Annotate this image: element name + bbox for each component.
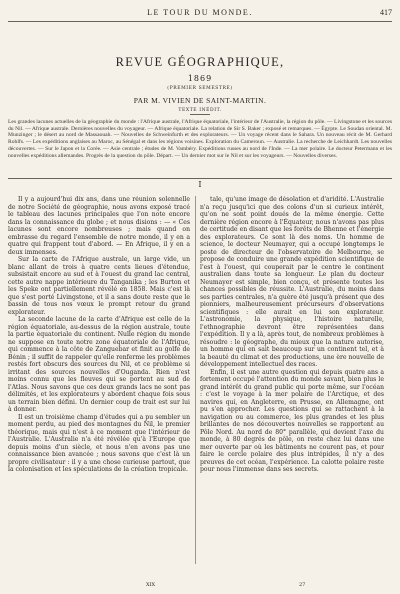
- paragraph: Sur la carte de l'Afrique australe, un large vide, un blanc allant de trois à quatre cents lieues d'étendue, subsistait encore au sud et à l'ouest du grand lac central, cette autre nappe intérieure du Tanganika ; les Burton et les Speke ont partiellement révélé en 1858. Mais c'est là que s'est porté Livingstone, et il a sans doute reste que le bassin de tous nos vœux le prompt retour du grand explorateur.: [8, 256, 190, 316]
- paragraph: Il est un troisième champ d'études qui a pu sembler un moment perdu, au pied des montagnes du Nil, le premier théorique, mais qui n'est à ce moment que l'intérieur de l'Australie. L'Australie n'a été révélée qu'à l'Europe que depuis moins d'un siècle, et nous n'en avons pas une connaissance bien avancée ; nous savons que c'est là un propre civilisateur : il y a une chose curieuse partout, que la colonisation et les spéculations de la création tropicale.: [8, 413, 190, 473]
- author-subtitle: TEXTE INÉDIT.: [178, 108, 222, 113]
- text-column-right: [200, 196, 384, 566]
- summary-rule: [8, 178, 392, 179]
- section-numeral: I: [198, 180, 202, 189]
- signature-mark: XIX: [146, 582, 156, 588]
- running-title: LE TOUR DU MONDE.: [147, 8, 253, 17]
- paragraph: Enfin, il est une autre question qui depuis quatre ans a fortement occupé l'attention du monde savant, bien plus le grand intérêt du grand public qui porte même, sur l'océan : c'est le voyage à la mer polaire de l'Arctique, et des navires qui, en Angleterre, en Prusse, en Allemagne, ont pu s'en approcher. Les questions qui se rattachent à la navigation ou au commerce, les plus grandes et les plus brillantes de nos découvertes nouvelles se rapportent au Pôle Nord. Au nord de 80° parallèle, qui devient l'axe du monde, à 80 degrés de pôle, on reste chez lui dans une mer ouverte par où les bâtiments ne courent pas, et pour faire le cercle polaire des plus intrépides, il n'y a des preuves de cet océan, l'expérience. La calotte polaire reste pour nous l'immense dans ses secrets.: [200, 368, 384, 473]
- running-header: [8, 8, 392, 20]
- paragraph: La seconde lacune de la carte d'Afrique est celle de la région équatoriale, au-dessus de la région australe, toute la partie équatoriale du continent. Nulle région du monde ne suppose en toute notre zone équatoriale de l'Afrique, qui commence à la côte de Zanguebar et finit au golfe de Bénin ; il suffit de rappeler qu'elle renferme les problèmes restés fort obscurs des sources du Nil, et ce problème si irritant des sources nouvelles d'Ouganda. Rien n'est moins connu que les fleuves qui se portent au sud de l'Atlas. Nous savons que ces deux grands lacs ne sont pas délimités, et les explorateurs y abordent chaque fois sous un terrain bien défini. Un dernier coup de trait est sur lui à donner.: [8, 316, 190, 413]
- text-column-left: [8, 196, 190, 566]
- article-author: PAR M. VIVIEN DE SAINT-MARTIN.: [133, 96, 267, 105]
- paragraph: tale, qu'une image de désolation et d'aridité. L'Australie n'a reçu jusqu'ici que des colons d'un si curieux intérêt, qu'on ne sont point doués de la même énergie. Cette dernière région encore à l'Équateur, nous n'avons pas plus de certitude en disant que les forêts de Bhenne et l'énergie des explorateurs. Ce sont là des noms. Un homme de science, le docteur Neumayer, qui a occupé longtemps le poste de directeur de l'observatoire de Melbourne, se propose de conduire une grande expédition scientifique de l'est à l'ouest, qui couperait par le centre le continent australien dans toute sa longueur. Le plan du docteur Neumayer est simple, bien conçu, et présente toutes les chances possibles de réussite. L'Australie, du moins dans ses parties centrales, n'a guère été jusqu'à présent que des pionniers, malheureusement précurseurs d'observations scientifiques : elle aurait en lui son explorateur. L'astronomie, la physique, l'histoire naturelle, l'ethnographie devront être représentées dans l'expédition. Il y a là, après tout, de nombreux problèmes à résoudre : le géographe, du mieux que la nature autorise, un homme qui en sait beaucoup sur un continent tel, et à la beauté du climat et des productions, une ère nouvelle de développement intellectuel des races.: [200, 196, 384, 368]
- paragraph: Il y a aujourd'hui dix ans, dans une réunion solennelle de notre Société de géographie, nous avons exposé tracé le tableau des lacunes principales que l'on note encore dans la connaissance du globe ; et nous disions : — « Ces lacunes sont encore nombreuses ; mais quand on embrasse du regard l'ensemble de notre monde, il y en a quatre qui frappent tout d'abord. — En Afrique, il y en a deux immenses.: [8, 196, 190, 256]
- column-divider: [195, 196, 196, 564]
- article-section: (PREMIER SEMESTRE): [167, 86, 233, 91]
- article-year: 1869: [187, 74, 213, 83]
- header-rule: [8, 21, 392, 22]
- title-rule: [190, 114, 210, 115]
- page-number: 417: [380, 8, 392, 17]
- sheet-number: 27: [299, 582, 306, 588]
- article-title: REVUE GÉOGRAPHIQUE,: [115, 55, 285, 69]
- article-summary: Les grandes lacunes actuelles de la géographie du monde : l'Afrique australe, l'Afrique équatoriale, l'intérieur de l'Australie, la région du pôle. — Livingstone et les sources du Nil. — Afrique australe. Dernières nouvelles du voyageur. — Afrique équatoriale. La relation de Sir S. Baker ; exposé et remarques. — Égypte. Le Soudan oriental. M. Munzinger ; le désert au nord de Massaouah. — Nouvelles de Schweinfurth et des explorateurs. — Un voyage récent dans le Sahara. Un nouveau récit de M. Gerhard Rohlfs. — Les expéditions anglaises au Maroc, au Sénégal et dans les régions voisines. Exploration du Cameroun. — Australie. La recherche de Leichhardt. Les nouvelles découvertes. — Sur le Japon et la Corée. — Asie centrale ; études de M. Vambéry. Expéditions russes au nord de l'Inde. — La mer polaire. Le docteur Petermann et les nouvelles expéditions allemandes. Progrès de la question du pôle. Départ. — Un dernier mot sur le Nil et sur les voyageurs. — Nouvelles diverses.: [8, 119, 392, 159]
